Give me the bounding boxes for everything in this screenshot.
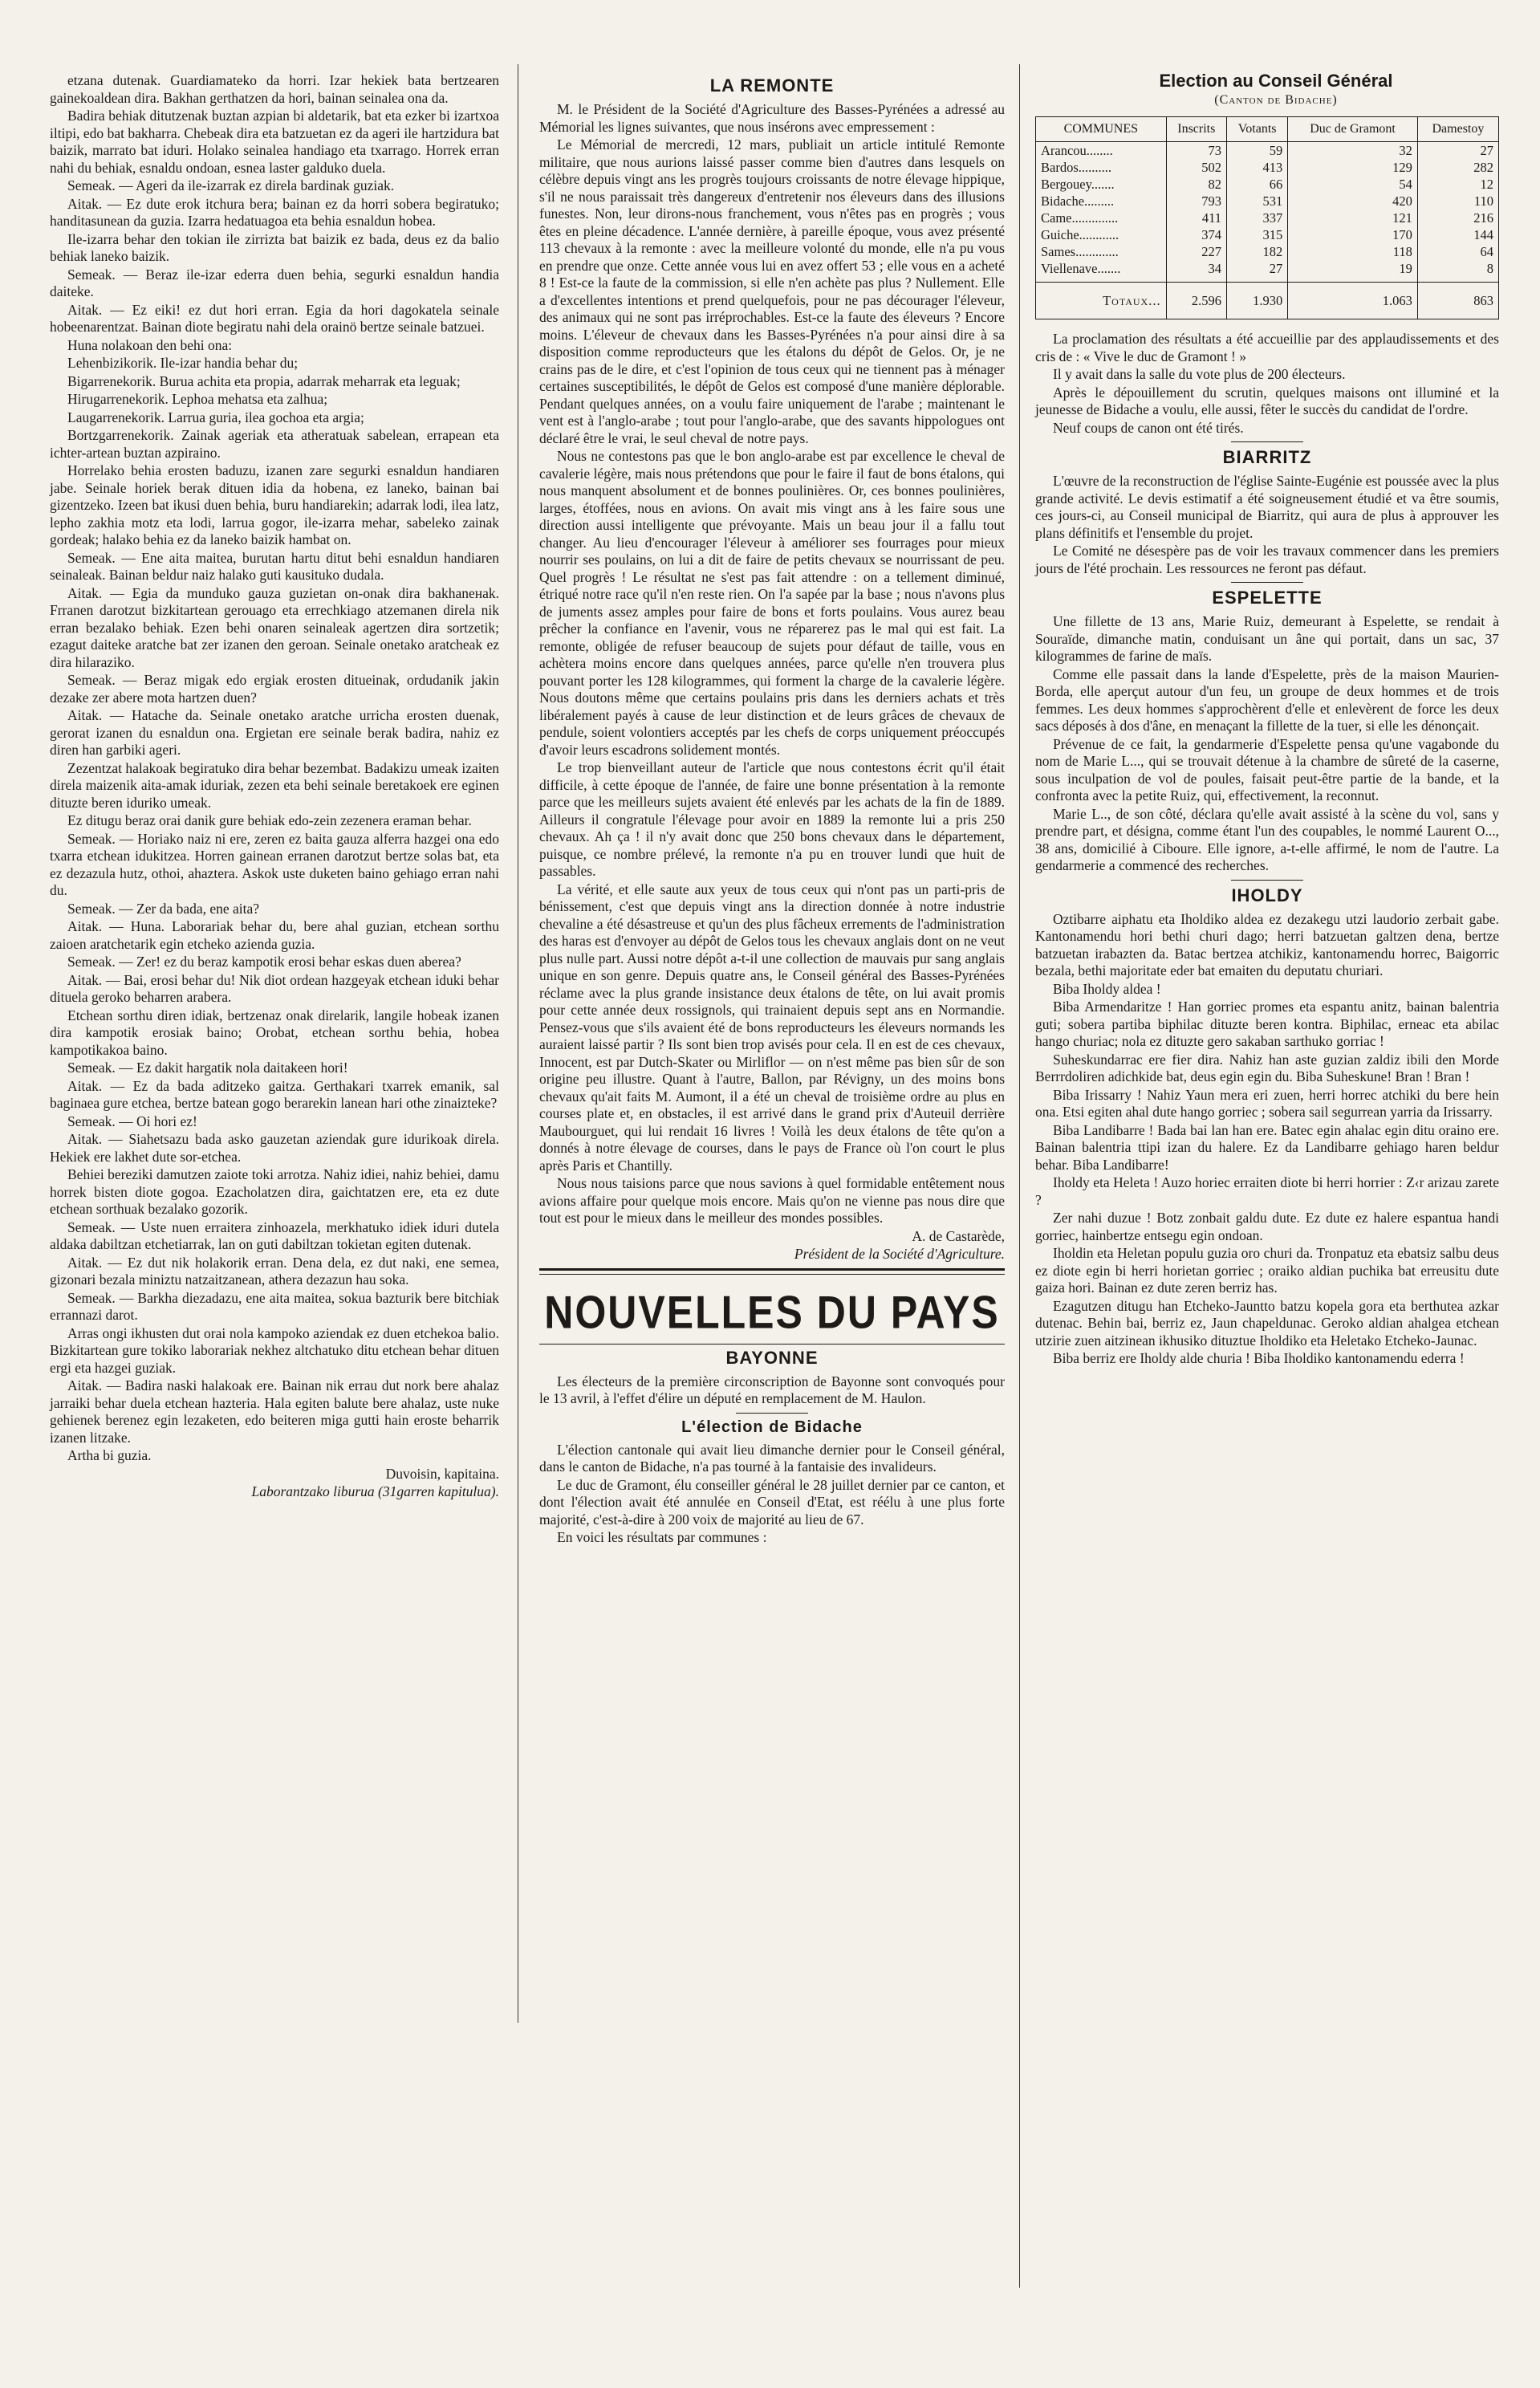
vote-count-cell: 129: [1288, 159, 1418, 176]
dialogue-paragraph: Semeak. — Ez dakit hargatik nola daitakeen hori!: [67, 1060, 348, 1076]
election-aftermath-text: [1035, 331, 1499, 437]
table-row: [1036, 193, 1499, 210]
dialogue-paragraph: Aitak. — Bai, erosi behar du! Nik diot ordean hazgeyak etchean iduki behar dituela geroko beharren arabera.: [50, 971, 499, 1005]
espelette-paragraph: Comme elle passait dans la lande d'Espelette, près de la maison Maurien-Borda, elle aperçut autour d'un feu, un groupe de deux hommes et de trois femmes. Les deux hommes s'approchèrent d'elle et enlevèrent de force les deux sacs déposés à dos d'âne, en menaçant la fillette de la tuer, si elle les dénonçait.: [1035, 665, 1499, 734]
total-value-cell: 863: [1417, 283, 1498, 319]
vote-count-cell: 144: [1417, 226, 1498, 243]
iholdy-paragraph: Biba Landibarre ! Bada bai lan han ere. Batec egin ahalac egin ditu oraino ere. Bainan balentria ttipi izan du halere. Ez da Landibarre gehiago haren beldur behar. Biba Landibarre!: [1035, 1121, 1499, 1173]
iholdy-paragraph: Iholdy eta Heleta ! Auzo horiec erraiten diote bi herri horrier : Z‹r arizau zarete ?: [1035, 1174, 1499, 1208]
bidache-paragraph: L'élection cantonale qui avait lieu dimanche dernier pour le Conseil général, dans le canton de Bidache, n'a pas tourné à la fantaisie des invalideurs.: [539, 1441, 1005, 1475]
iholdy-paragraph: Biba Armendaritze ! Han gorriec promes eta espantu anitz, bainan balentria guti; sobera partiba biphilac dituzte beren kontra. Biphilac, erneac eta abilac hango churiac; nola ez dituzte gero sakaban sarthuko gorriac !: [1035, 999, 1499, 1049]
bayonne-title: BAYONNE: [725, 1347, 819, 1368]
dialogue-paragraph: Aitak. — Egia da munduko gauza guzietan on-onak dira bakhaneнak. Frranen darotzut bizkitartean gerouago eta errechkiago atzemanen direla nik erran bezalako behiak. Ezen behi onaren seinaleak agertzen dira sortzetik; ezagut daiteke aratche bat zer izanen den geroan. Seinale onetako aratcheak ez dira hilaraziko.: [50, 584, 499, 670]
dialogue-paragraph: Aitak. — Huna. Laborariak behar du, bere ahal guzian, etchean sorthu zaioen aratchetarik egin etcheko azienda guzia.: [50, 918, 499, 952]
vote-count-cell: 27: [1227, 260, 1288, 283]
dialogue-paragraph: Semeak. — Ene aita maitea, burutan hartu ditut behi esnaldun handiaren seinaleak. Bainan beldur naiz halako guti kausituko dudala.: [50, 549, 499, 583]
dialogue-paragraph: Aitak. — Siahetsazu bada asko gauzetan aziendak gure idurikoak direla. Hekiek ere lakhet dute sor-etchea.: [50, 1131, 499, 1165]
iholdy-paragraph: Zer nahi duzue ! Botz zonbait galdu dute. Ez dute ez halere espantua handi gorriec, hainbertze entsegu egin ondoan.: [1035, 1210, 1499, 1243]
table-row: [1036, 260, 1499, 283]
section-divider-thin: [539, 1274, 1005, 1275]
election-aftermath-paragraph: La proclamation des résultats a été accueillie par des applaudissements et des cris de : « Vive le duc de Gramont ! »: [1035, 331, 1499, 364]
totals-row: [1036, 283, 1499, 319]
iholdy-paragraph: Oztibarre aiphatu eta Iholdiko aldea ez dezakegu utzi laudorio zerbait gabe. Kantonamendu hori bethi churi dago; herri batzuetan galtzen dena, bertze batzuetan irabazten da. Batac bertzea atchikiz, kantonamendu horrec, Baigorric bezala, bethi majoritate eder bat emaiten du deputatu churiari.: [1035, 910, 1499, 978]
commune-name-cell: Arancou........: [1036, 142, 1167, 160]
dialogue-paragraph: Artha bi guzia.: [67, 1447, 152, 1463]
dialogue-paragraph: Ile-izarra behar den tokian ile zirrizta bat baizik ez bada, deus ez da balio behiak laneko baizik.: [50, 230, 499, 264]
vote-count-cell: 59: [1227, 142, 1288, 160]
election-aftermath-paragraph: Après le dépouillement du scrutin, quelques maisons ont illuminé et la jeunesse de Bidache a voulu, elle aussi, fêter le succès du candidat de l'ordre.: [1035, 384, 1499, 417]
vote-count-cell: 170: [1288, 226, 1418, 243]
remonte-paragraph: Nous ne contestons pas que le bon anglo-arabe est par excellence le cheval de cavalerie légère, mais nous prétendons que pour le faire il faut de bons étalons, qui nous manquent absolument et de bonnes poulinières. Or, ces bonnes poulinières, larges, étoffées, nous en avions. On avait mis vingt ans à les faire sous une direction aussi intelligente que prévoyante. Mais un beau jour il a fallu tout changer. Au lieu d'encourager l'éleveur à améliorer ses fourrages pour mieux nourrir ses poulains, on lui a dit de faire de petits chevaux se nourrissant de peu. Quel progrès ! Le résultat ne s'est pas fait attendre : on a tellement diminué, étriqué notre race qu'il n'en reste rien. On l'a sapée par la base ; nous n'avons plus de juments assez amples pour faire de bons et forts poulains. Vous aurez beau prêcher la confiance en l'avenir, vous ne réparerez pas le mal qui est fait. La remonte, obligée de refuser beaucoup de sujets pour défaut de taille, vous en achètera moins encore dans quelques années, parce qu'elle n'en trouvera plus pouvant porter les 128 kilogrammes, qui forment la charge de la cavalerie légère. Nous doutons même que certains poulains pris dans les derniers achats et très libéralement payés à cause de leur distinction et de leurs grâces de chevaux de pendule, soient volontiers acceptés par les chefs de corps uniquement préoccupés d'avoir leurs escadrons solidement montés.: [539, 448, 1005, 758]
remonte-signature: A. de Castarède,: [912, 1227, 1005, 1244]
total-value-cell: 1.063: [1288, 283, 1418, 319]
iholdy-paragraph: Ezagutzen ditugu han Etcheko-Jauntto batzu kopela gora eta berthutea azkar dutenac. Behin bai, berriz ez, Jaun chapeldunac. Geroko aldian ahalgea etchean utzirie zuen aitzinean ikhusiko dituztue Iholdiko eta Heletako Etcheko-Jaunac.: [1035, 1297, 1499, 1349]
election-aftermath-paragraph: Il y avait dans la salle du vote plus de 200 électeurs.: [1053, 366, 1346, 382]
iholdy-paragraph: Suheskundarrac ere fier dira. Nahiz han aste guzian zaldiz ibili den Morde Berrrdoliren adichkide bat, deus egin egin du. Biba Suheskune! Bran ! Bran !: [1035, 1051, 1499, 1084]
total-value-cell: 2.596: [1166, 283, 1226, 319]
vote-count-cell: 27: [1417, 142, 1498, 160]
column-remonte: [539, 72, 1005, 1548]
dialogue-paragraph: Semeak. — Horiako naiz ni ere, zeren ez baita gauza alferra hazgei ona edo txarra etchean idukitzea. Horren gainean erranen darotzut bertze solas bat, eta ez dezazula hutz, othoi, ahaztera. Askok uste duketen baino gehiago erran nahi du.: [50, 830, 499, 898]
commune-name-cell: Bidache.........: [1036, 193, 1167, 210]
nouvelles-du-pays-heading: NOUVELLES DU PAYS: [544, 1286, 1000, 1338]
totals-label: Totaux...: [1036, 283, 1167, 319]
election-results-table: [1035, 116, 1499, 319]
short-divider: [736, 1413, 808, 1414]
remonte-paragraph: Nous nous taisions parce que nous savions à quel formidable entêtement nous avions affaire pour quelque mois encore. Mais qu'on ne vienne pas nous dire que tout est pour le mieux dans le meilleur des mondes possibles.: [539, 1175, 1005, 1226]
total-value-cell: 1.930: [1227, 283, 1288, 319]
bidache-election-title: L'élection de Bidache: [681, 1418, 863, 1436]
vote-count-cell: 110: [1417, 193, 1498, 210]
biarritz-paragraph: L'œuvre de la reconstruction de l'église Sainte-Eugénie est poussée avec la plus grande activité. Le devis estimatif a été soigneusement étudié et va être soumis, ces jours-ci, au Conseil municipal de Biarritz, qui aura de plus à approuver les plans définitifs et l'ensemble du projet.: [1035, 473, 1499, 541]
dialogue-paragraph: Etchean sorthu diren idiak, bertzenaz onak direlarik, langile hobeak izanen dira kampotik erosiak baino; Orobat, etchean sorthu behia, hobea kampotikakoa baino.: [50, 1007, 499, 1058]
table-row: [1036, 159, 1499, 176]
section-divider: [539, 1268, 1005, 1271]
dialogue-paragraph: Ez ditugu beraz orai danik gure behiak edo-zein zezenera eraman behar.: [67, 812, 472, 828]
dialogue-paragraph: Horrelako behia erosten baduzu, izanen zare segurki esnaldun handiaren jabe. Seinale horiek berak dituen idia da hobena, ez laneko, bainan bai gizentzeko. Izeen bat ikusi duen behia, buru handiarekin; adarrak lodi, ilea latz, lepho zakhia motz eta lodi, larrua gogor, ile-izarra mehar, sabeleko zainak gordeak; halako behia ez da laneko baizik hambat on.: [50, 462, 499, 547]
table-header-cell: COMMUNES: [1036, 117, 1167, 142]
dialogue-paragraph: Lehenbizikorik. Ile-izar handia behar du;: [67, 355, 299, 371]
iholdy-text: [1035, 911, 1499, 1368]
vote-count-cell: 12: [1417, 176, 1498, 193]
iholdy-paragraph: Biba Irissarry ! Nahiz Yaun mera eri zuen, herri horrec atchiki du bere hein ona. Etsi egiten ahal dute hango gorriec ; sobera sail segurrean yarria da Irissarry.: [1035, 1086, 1499, 1120]
remonte-paragraph: M. le Président de la Société d'Agriculture des Basses-Pyrénées a adressé au Mémorial les lignes suivantes, que nous insérons avec empressement :: [539, 101, 1005, 135]
iholdy-paragraph: Biba berriz ere Iholdy alde churia ! Biba Iholdiko kantonamendu ederra !: [1053, 1350, 1465, 1366]
commune-name-cell: Sames.............: [1036, 243, 1167, 260]
table-header-cell: Votants: [1227, 117, 1288, 142]
table-row: [1036, 142, 1499, 160]
dialogue-paragraph: Aitak. — Badira naski halakoak ere. Bainan nik errau dut nork bere ahalaz jarraiki behar duela etchean hazteria. Hala egiten balute bere ahalaz, uste nuke gehienek berenez egin lezaketen, edo beiteren miga gutti hain eroste beharrik izanen litzake.: [50, 1377, 499, 1446]
dialogue-paragraph: Aitak. — Ez dut nik holakorik erran. Dena dela, ez dut naki, ene semea, gizonari bezala miniztu natzaitzanean, athera dezazun hau soka.: [50, 1254, 499, 1288]
table-row: [1036, 210, 1499, 226]
dialogue-signature: Duvoisin, kapitaina.: [385, 1465, 499, 1482]
dialogue-paragraph: Semeak. — Beraz migak edo ergiak erosten ditueinak, ordudanik jakin dezake zer abere mota hartzen duen?: [50, 672, 499, 706]
remonte-paragraph: La vérité, et elle saute aux yeux de tous ceux qui n'ont pas un parti-pris de bénissement, c'est que depuis vingt ans la direction donnée à notre industrie chevaline a été désastreuse et qu'un des plus fâcheux errements de l'administration des haras est d'envoyer au dépôt de Gelos tous les chevaux anglais dont on ne veut plus nulle part. Aussi notre dépôt a-t-il une collection de mauvais pur sang anglais unique en son genre. Depuis quatre ans, le Conseil général des Basses-Pyrénées réclame avec la plus grande insistance deux étalons de tête, on lui avait promis pour cette année deux rossignols, qui trainaient depuis sept ans en Normandie. Pensez-vous que s'ils avaient été de bons reproducteurs les éleveurs normands les auraient laissé partir ? Ils sont bien trop avisés pour cela. Il en est de ces chevaux, Innocent, est par Dutch-Skater ou Mirliflor — on n'est même pas bien sûr de son origine peu illustre. Quant à l'autre, Ballon, par Révigny, un des moins bons chevaux qu'ait faits M. Aumont, il a été un cheval de troisième ordre au plus en courses plate et, en obstacles, il est arrivé dans le grand prix d'Auteuil derrière Maubourguet, qui lui rendait 16 livres ! Voilà les deux étalons de tête qu'on a donnés à notre élevage de courses, dans le pays de France où l'on court le plus après Paris et Chantilly.: [539, 881, 1005, 1174]
vote-count-cell: 82: [1166, 176, 1226, 193]
dialogue-paragraph: Aitak. — Ez da bada aditzeko gaitza. Gerthakari txarrek emanik, sal baginaea gure etchea, bertze batean gogo berarekin lanean hari othe zinaizteke?: [50, 1077, 499, 1111]
commune-name-cell: Bardos..........: [1036, 159, 1167, 176]
commune-name-cell: Viellenave.......: [1036, 260, 1167, 283]
column-rule-right: [1019, 64, 1020, 2288]
dialogue-paragraph: Semeak. — Uste nuen erraitera zinhoazela, merkhatuko idiek iduri dutela aldaka dabiltzan etchetiarrak, lan on guti dabiltzan tokietan egiten dutenak.: [50, 1218, 499, 1252]
vote-count-cell: 411: [1166, 210, 1226, 226]
column-local-news: [1035, 72, 1499, 1369]
table-row: [1036, 243, 1499, 260]
dialogue-paragraph: Aitak. — Hatache da. Seinale onetako aratche urricha erosten duenak, gerorat izanen du esnaldun ona. Ergietan ere seinale berak badira, nahiz ez diren han garbiki ageri.: [50, 707, 499, 758]
remonte-text: [539, 101, 1005, 1227]
vote-count-cell: 121: [1288, 210, 1418, 226]
vote-count-cell: 374: [1166, 226, 1226, 243]
dialogue-paragraph: Semeak. — Oi hori ez!: [67, 1113, 197, 1129]
dialogue-paragraph: Laugarrenekorik. Larrua guria, ilea gochoa eta argia;: [67, 409, 364, 425]
bidache-text: [539, 1442, 1005, 1547]
short-divider: [1231, 582, 1303, 583]
vote-count-cell: 8: [1417, 260, 1498, 283]
vote-count-cell: 337: [1227, 210, 1288, 226]
dialogue-paragraph: Bigarrenekorik. Buruа achita eta propia, adarrak meharrak eta leguak;: [67, 372, 461, 389]
dialogue-paragraph: Semeak. — Zer! ez du beraz kampotik erosi behar eskas duen aberea?: [67, 954, 461, 970]
dialogue-paragraph: Semeak. — Ageri da ile-izarrak ez direla bardinak guziak.: [67, 177, 395, 193]
dialogue-paragraph: etzana dutenak. Guardiamateko da horri. Izar hekiek bata bertzearen gainekoaldean dira. Bakhan gerthatzen da hori, bainan seinalea ona da.: [50, 72, 499, 106]
remonte-signature-title: Président de la Société d'Agriculture.: [794, 1246, 1005, 1262]
remonte-paragraph: Le Mémorial de mercredi, 12 mars, publiait un article intitulé Remonte militaire, que nous aurions laissé passer comme bien d'autres dans lesquels on célèbre depuis vingt ans les progrès toujours croissants de notre élevage hippique, s'il ne nous paraissait très dangereux d'entretenir nos éleveurs dans des illusions funestes. Non, leur dirons-nous franchement, vous n'êtes pas en progrès ; vous êtes en pleine décadence. L'année dernière, à pareille époque, vous avez présenté 113 chevaux à la remonte : avec la meilleure volonté du monde, elle n'a pu vous en prendre que onze. Cette année vous lui en avez offert 53 ; elle vous en a acheté 8 ! Est-ce la faute de la commission, si elle n'en achète pas plus ? Nullement. Elle a d'excellentes intentions et prend quelquefois, pour ne pas décourager l'éleveur, des animaux qui ne sont pas irréprochables. Est-ce la faute des éleveurs ? Encore moins. L'éleveur de chevaux dans les Basses-Pyrénées n'a pour ainsi dire à sa disposition comme reproducteurs que les étalons du dépôt de Gelos. Or, je ne crains pas de le dire, et c'est l'opinion de tous ceux qui ne tiennent pas à ménager certaines susceptibilités, le dépôt de Gelos est composé d'une manière déplorable. Pendant quelques années, on a voulu faire uniquement de l'arabe ; maintenant le vent est à l'anglo-arabe ; tout pour l'anglo-arabe, que des savants hippologues ont déclaré être le vrai, le seul cheval de notre pays.: [539, 136, 1005, 446]
vote-count-cell: 64: [1417, 243, 1498, 260]
dialogue-text: [50, 72, 499, 1465]
biarritz-text: [1035, 473, 1499, 577]
vote-count-cell: 420: [1288, 193, 1418, 210]
vote-count-cell: 19: [1288, 260, 1418, 283]
vote-count-cell: 502: [1166, 159, 1226, 176]
dialogue-paragraph: Zezentzat halakoak begiratuko dira behar bezembat. Badakizu umeak izaiten direla maizenik aita-amak iduriak, zezen eta behi seinale beretakoek ere eginen dituzte beren iduriko umeak.: [50, 759, 499, 811]
dialogue-paragraph: Arras ongi ikhusten dut orai nola kampoko aziendak ez duen etchekoa balio. Bizkitartean gure tokiko laborariak nekhez altchatuko ditu etchean behar dituen ergi eta hazgei guziak.: [50, 1324, 499, 1376]
table-row: [1036, 176, 1499, 193]
dialogue-paragraph: Badira behiak ditutzenak buztan azpian bi aldetarik, bat eta ezker bi izartxoa iltipi, edo bat bakharra. Chebeak dira eta batzuetan ez da ageri ile hartzidura bat baizik, marrato bat iduri. Holako seinalea handiago eta txarrago. Horrek erran nahi du behiak, esnaldu ondoan, esnea laster galduko duela.: [50, 108, 499, 176]
vote-count-cell: 227: [1166, 243, 1226, 260]
dialogue-paragraph: Semeak. — Zer da bada, ene aita?: [67, 900, 260, 917]
section-divider-thin: [539, 1344, 1005, 1345]
vote-count-cell: 282: [1417, 159, 1498, 176]
election-aftermath-paragraph: Neuf coups de canon ont été tirés.: [1053, 419, 1244, 436]
biarritz-title: BIARRITZ: [1222, 447, 1312, 467]
espelette-title: ESPELETTE: [1212, 588, 1323, 608]
dialogue-source: Laborantzako liburua (31garren kapitulua).: [251, 1483, 499, 1499]
dialogue-paragraph: Behiei bereziki damutzen zaiote toki arrotza. Nahiz idiei, nahiz behiei, damu horrek bisten diote gogoa. Ezacholatzen dira, gaichtatzen ere, eta ez dute etchean sorthuak bezalako gozorik.: [50, 1166, 499, 1217]
dialogue-paragraph: Huna nolakoan den behi ona:: [67, 336, 233, 353]
column-basque-dialogue: [50, 72, 499, 1502]
dialogue-paragraph: Aitak. — Ez eiki! ez dut hori erran. Egia da hori dagokatela seinale hobeenarentzat. Bainan diote begiratu nahi dela orainö bertze seinale batzuei.: [50, 301, 499, 335]
vote-count-cell: 315: [1227, 226, 1288, 243]
short-divider: [1231, 441, 1303, 442]
espelette-paragraph: Prévenue de ce fait, la gendarmerie d'Espelette pensa qu'une vagabonde du nom de Marie L..., qui se trouvait détenue à la chambre de sûreté de la caserne, sous inculpation de vol de poules, faisait peut-être partie de la bande, et la confronta avec la petite Ruiz, qui, effectivement, la reconnut.: [1035, 735, 1499, 803]
remonte-title: LA REMONTE: [709, 75, 835, 96]
table-row: [1036, 226, 1499, 243]
election-subtitle: (Canton de Bidache): [1214, 92, 1338, 107]
vote-count-cell: 413: [1227, 159, 1288, 176]
dialogue-paragraph: Semeak. — Barkha diezadazu, ene aita maitea, sokua bazturik bere bitchiak errannazi darot.: [50, 1289, 499, 1323]
short-divider: [1231, 880, 1303, 881]
dialogue-paragraph: Semeak. — Beraz ile-izar ederra duen behia, segurki esnaldun handia daiteke.: [50, 266, 499, 299]
bidache-paragraph: En voici les résultats par communes :: [557, 1529, 767, 1545]
remonte-paragraph: Le trop bienveillant auteur de l'article que nous contestons écrit qu'il était difficile, à cette époque de l'année, de faire une bonne présentation à la remonte parce que les meilleurs sujets avaient été enlevés par les achats de la fin de 1889. Ailleurs il congratule l'élevage pour avoir en 1889 la remonte lui a pris 250 chevaux. Ah ça ! il n'y avait donc que 250 bons chevaux dans le département, puisque, ce nombre prélevé, la remonte n'a pu en trouver lundi que huit de passables.: [539, 759, 1005, 879]
espelette-paragraph: Une fillette de 13 ans, Marie Ruiz, demeurant à Espelette, se rendait à Souraïde, dimanche matin, conduisant un âne qui portait, dans un sac, 37 kilogrammes de farine de maïs.: [1035, 613, 1499, 664]
bayonne-paragraph: Les électeurs de la première circonscription de Bayonne sont convoqués pour le 13 avril, à l'effet d'élire un député en remplacement de M. Haulon.: [539, 1373, 1005, 1406]
dialogue-paragraph: Hirugarrenekorik. Lephoa mehatsa eta zalhua;: [67, 391, 328, 407]
dialogue-paragraph: Aitak. — Ez dute erok itchura bera; bainan ez da horri sobera begiratuko; handitasunean da guzia. Izarra hedatuagoa eta behia esnaldun hobea.: [50, 195, 499, 229]
table-header-cell: Damestoy: [1417, 117, 1498, 142]
iholdy-title: IHOLDY: [1231, 885, 1303, 905]
dialogue-paragraph: Bortzgarrenekorik. Zainak ageriak eta atheratuak sabelean, errapean eta ichter-artean buztan azpiraino.: [50, 427, 499, 461]
commune-name-cell: Came..............: [1036, 210, 1167, 226]
espelette-paragraph: Marie L.., de son côté, déclara qu'elle avait assisté à la scène du vol, sans y prendre part, et désigna, comme étant l'un des coupables, le nommé Laurent O..., 38 ans, domicilié à Ciboure. Elle ignore, a-t-elle affirmé, le nom de l'autre. La gendarmerie a commencé des recherches.: [1035, 805, 1499, 873]
biarritz-paragraph: Le Comité ne désespère pas de voir les travaux commencer dans les premiers jours de l'été prochain. Les ressources ne feront pas défaut.: [1035, 543, 1499, 576]
vote-count-cell: 531: [1227, 193, 1288, 210]
bidache-paragraph: Le duc de Gramont, élu conseiller général le 28 juillet dernier par ce canton, et dont l'élection avait été annulée en Conseil d'Etat, est réélu à une plus forte majorité, c'est-à-dire à 200 voix de majorité au lieu de 67.: [539, 1476, 1005, 1528]
espelette-text: [1035, 613, 1499, 875]
vote-count-cell: 216: [1417, 210, 1498, 226]
vote-count-cell: 182: [1227, 243, 1288, 260]
vote-count-cell: 32: [1288, 142, 1418, 160]
vote-count-cell: 73: [1166, 142, 1226, 160]
vote-count-cell: 34: [1166, 260, 1226, 283]
vote-count-cell: 66: [1227, 176, 1288, 193]
vote-count-cell: 54: [1288, 176, 1418, 193]
table-header-cell: Duc de Gramont: [1288, 117, 1418, 142]
iholdy-paragraph: Biba Iholdy aldea !: [1053, 980, 1161, 997]
iholdy-paragraph: Iholdin eta Heletan populu guzia oro churi da. Tronpatuz eta ebatsiz salbu deus ez diote egin bi herri horietan gorriec ; oraiko aldian puchika bat erreusitu dute gaiza hori. Bainan ez dute zeren berriz has.: [1035, 1245, 1499, 1296]
table-header-cell: Inscrits: [1166, 117, 1226, 142]
election-title: Election au Conseil Général: [1159, 71, 1393, 91]
vote-count-cell: 118: [1288, 243, 1418, 260]
commune-name-cell: Bergouey.......: [1036, 176, 1167, 193]
commune-name-cell: Guiche............: [1036, 226, 1167, 243]
vote-count-cell: 793: [1166, 193, 1226, 210]
